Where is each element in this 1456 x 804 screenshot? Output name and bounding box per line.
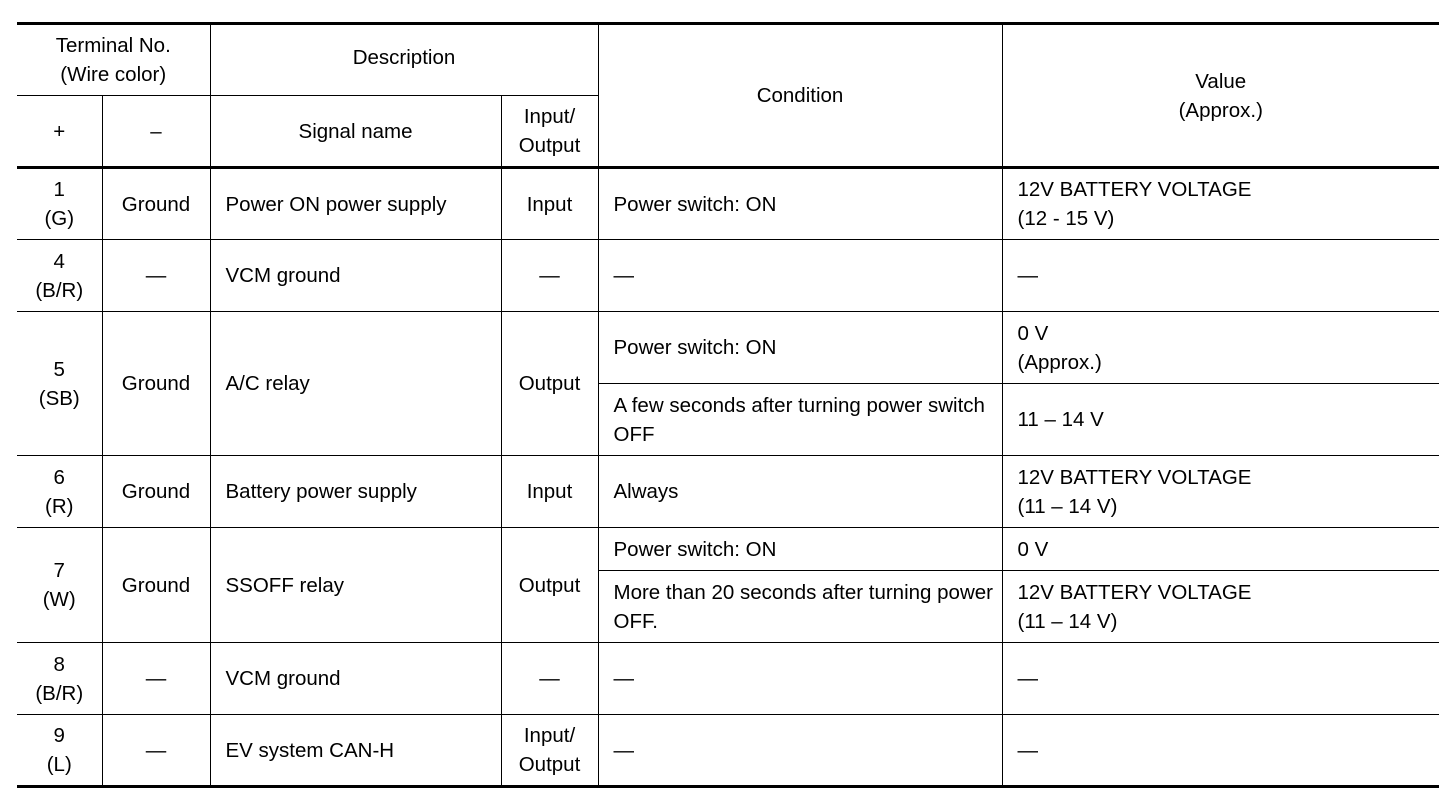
- signal-name-header: Signal name: [210, 96, 501, 168]
- table-row: [17, 643, 1439, 715]
- io-cell: Input: [501, 456, 598, 528]
- description-header: Description: [210, 24, 598, 96]
- condition-cell: Always: [598, 456, 1002, 528]
- condition-cell: Power switch: ON: [598, 312, 1002, 384]
- terminal-cell: 8 (B/R): [17, 643, 102, 715]
- signal-cell: VCM ground: [210, 240, 501, 312]
- terminal-cell: 9 (L): [17, 715, 102, 787]
- signal-cell: A/C relay: [210, 312, 501, 456]
- io-cell: Output: [501, 528, 598, 643]
- io-header: Input/ Output: [501, 96, 598, 168]
- wire-color-label: (Wire color): [60, 63, 167, 86]
- table-row: [17, 528, 1439, 571]
- value-cell: 0 V: [1002, 528, 1439, 571]
- io-cell: —: [501, 240, 598, 312]
- condition-cell: Power switch: ON: [598, 528, 1002, 571]
- value-label: Value: [1195, 69, 1247, 93]
- table-body: [17, 168, 1439, 787]
- terminal-table-sheet: [17, 22, 1439, 788]
- signal-cell: EV system CAN-H: [210, 715, 501, 787]
- terminal-cell: 4 (B/R): [17, 240, 102, 312]
- condition-header: Condition: [598, 24, 1002, 168]
- value-cell: 0 V (Approx.): [1002, 312, 1439, 384]
- condition-cell: —: [598, 715, 1002, 787]
- value-cell: —: [1002, 240, 1439, 312]
- value-cell: 12V BATTERY VOLTAGE (12 - 15 V): [1002, 168, 1439, 240]
- io-cell: Output: [501, 312, 598, 456]
- minus-cell: Ground: [102, 168, 210, 240]
- signal-cell: Power ON power supply: [210, 168, 501, 240]
- table-row: [17, 240, 1439, 312]
- approx-label: (Approx.): [1178, 98, 1263, 122]
- signal-cell: VCM ground: [210, 643, 501, 715]
- condition-cell: —: [598, 643, 1002, 715]
- minus-cell: —: [102, 715, 210, 787]
- io-cell: Input: [501, 168, 598, 240]
- condition-cell: —: [598, 240, 1002, 312]
- signal-cell: Battery power supply: [210, 456, 501, 528]
- table-header: [17, 24, 1439, 168]
- minus-cell: Ground: [102, 312, 210, 456]
- table-row: [17, 456, 1439, 528]
- plus-header: +: [17, 96, 102, 168]
- terminal-no-header: [17, 24, 210, 96]
- table-row: [17, 715, 1439, 787]
- terminal-no-label: Terminal No.: [55, 34, 171, 57]
- table-row: [17, 312, 1439, 384]
- value-header: [1002, 24, 1439, 168]
- terminal-cell: 6 (R): [17, 456, 102, 528]
- condition-cell: A few seconds after turning power switch OFF: [598, 384, 1002, 456]
- terminal-cell: 1 (G): [17, 168, 102, 240]
- value-cell: 12V BATTERY VOLTAGE (11 – 14 V): [1002, 456, 1439, 528]
- io-cell: Input/ Output: [501, 715, 598, 787]
- condition-cell: Power switch: ON: [598, 168, 1002, 240]
- value-cell: —: [1002, 643, 1439, 715]
- io-cell: —: [501, 643, 598, 715]
- terminal-cell: 5 (SB): [17, 312, 102, 456]
- condition-cell: More than 20 seconds after turning power OFF.: [598, 571, 1002, 643]
- minus-cell: Ground: [102, 456, 210, 528]
- minus-header: –: [102, 96, 210, 168]
- terminal-cell: 7 (W): [17, 528, 102, 643]
- signal-cell: SSOFF relay: [210, 528, 501, 643]
- minus-cell: Ground: [102, 528, 210, 643]
- value-cell: 11 – 14 V: [1002, 384, 1439, 456]
- minus-cell: —: [102, 240, 210, 312]
- value-cell: —: [1002, 715, 1439, 787]
- terminal-table: [17, 22, 1439, 788]
- value-cell: 12V BATTERY VOLTAGE (11 – 14 V): [1002, 571, 1439, 643]
- minus-cell: —: [102, 643, 210, 715]
- table-row: [17, 168, 1439, 240]
